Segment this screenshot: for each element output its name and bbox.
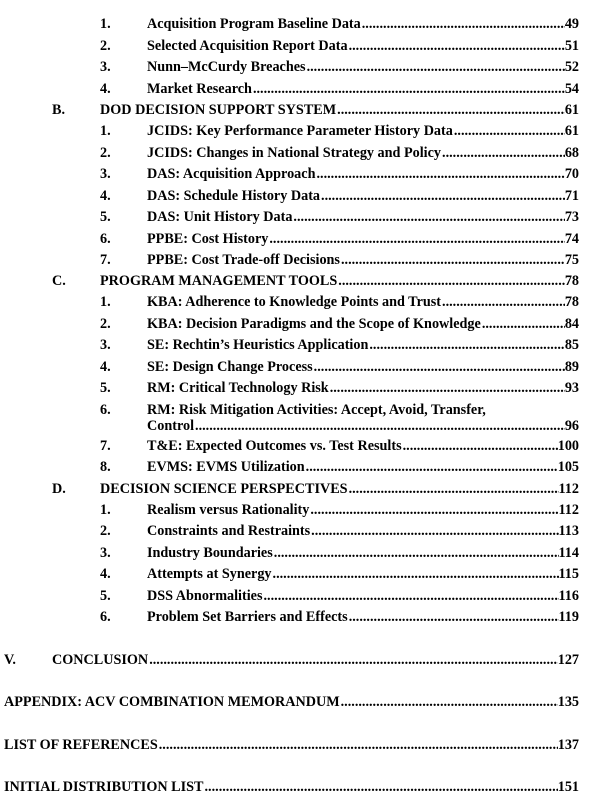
entry-title[interactable]: T&E: Expected Outcomes vs. Test Results — [147, 438, 402, 454]
entry-page-number: 78 — [564, 294, 579, 310]
dot-leader — [362, 15, 565, 33]
dot-leader — [149, 651, 558, 669]
entry-page-number: 137 — [557, 737, 579, 753]
section-letter: C. — [52, 273, 66, 289]
entry-page-number: 70 — [564, 166, 579, 182]
entry-page-number: 112 — [558, 481, 579, 497]
dot-leader — [205, 778, 558, 796]
entry-page-number: 89 — [564, 359, 579, 375]
entry-number: 5. — [100, 209, 111, 225]
entry-page-number: 100 — [557, 438, 579, 454]
entry-page-number: 74 — [564, 231, 579, 247]
dot-leader — [310, 501, 558, 519]
entry-title[interactable]: SE: Design Change Process — [147, 359, 313, 375]
entry-number: 6. — [100, 609, 111, 625]
entry-number: 5. — [100, 588, 111, 604]
entry-number: 3. — [100, 545, 111, 561]
dot-leader — [274, 544, 559, 562]
entry-title[interactable]: KBA: Decision Paradigms and the Scope of Knowledge — [147, 316, 481, 332]
entry-title-continuation[interactable]: Control — [147, 418, 195, 434]
entry-number: 7. — [100, 252, 111, 268]
entry-number: 1. — [100, 16, 111, 32]
dot-leader — [159, 736, 558, 754]
section-letter: B. — [52, 102, 66, 118]
dot-leader — [442, 144, 565, 162]
entry-title[interactable]: Acquisition Program Baseline Data — [147, 16, 361, 32]
entry-page-number: 105 — [557, 459, 579, 475]
entry-page-number: 78 — [564, 273, 579, 289]
entry-page-number: 51 — [564, 38, 579, 54]
entry-number: 2. — [100, 38, 111, 54]
entry-page-number: 116 — [558, 588, 579, 604]
dot-leader — [321, 187, 565, 205]
dot-leader — [314, 358, 565, 376]
entry-page-number: 112 — [558, 502, 579, 518]
entry-title[interactable]: PPBE: Cost Trade-off Decisions — [147, 252, 340, 268]
entry-title[interactable]: Problem Set Barriers and Effects — [147, 609, 348, 625]
entry-title[interactable]: DAS: Schedule History Data — [147, 188, 321, 204]
entry-page-number: 85 — [564, 337, 579, 353]
entry-page-number: 114 — [558, 545, 579, 561]
section-title[interactable]: DOD DECISION SUPPORT SYSTEM — [100, 102, 337, 118]
entry-page-number: 135 — [557, 694, 579, 710]
dot-leader — [293, 208, 564, 226]
entry-number: 2. — [100, 145, 111, 161]
entry-page-number: 93 — [564, 380, 579, 396]
dot-leader — [442, 293, 565, 311]
entry-title[interactable]: PPBE: Cost History — [147, 231, 269, 247]
entry-number: 2. — [100, 316, 111, 332]
entry-number: 5. — [100, 380, 111, 396]
dot-leader — [264, 587, 559, 605]
entry-number: 1. — [100, 502, 111, 518]
dot-leader — [482, 315, 565, 333]
dot-leader — [195, 417, 565, 435]
chapter-numeral: V. — [4, 652, 16, 668]
section-letter: D. — [52, 481, 66, 497]
entry-page-number: 113 — [558, 523, 579, 539]
dot-leader — [306, 458, 558, 476]
entry-number: 1. — [100, 123, 111, 139]
entry-title[interactable]: Industry Boundaries — [147, 545, 273, 561]
entry-page-number: 119 — [558, 609, 579, 625]
entry-number: 3. — [100, 59, 111, 75]
dot-leader — [349, 480, 559, 498]
section-title[interactable]: PROGRAM MANAGEMENT TOOLS — [100, 273, 338, 289]
dot-leader — [253, 80, 565, 98]
entry-title[interactable]: DAS: Acquisition Approach — [147, 166, 316, 182]
dot-leader — [307, 58, 565, 76]
entry-number: 4. — [100, 566, 111, 582]
entry-number: 8. — [100, 459, 111, 475]
references-title[interactable]: LIST OF REFERENCES — [4, 737, 158, 753]
dot-leader — [273, 565, 559, 583]
entry-page-number: 115 — [558, 566, 579, 582]
entry-number: 3. — [100, 337, 111, 353]
entry-page-number: 84 — [564, 316, 579, 332]
appendix-title[interactable]: APPENDIX: ACV COMBINATION MEMORANDUM — [4, 694, 340, 710]
dot-leader — [330, 379, 565, 397]
entry-title[interactable]: Selected Acquisition Report Data — [147, 38, 348, 54]
dot-leader — [341, 693, 558, 711]
entry-page-number: 73 — [564, 209, 579, 225]
entry-page-number: 96 — [564, 418, 579, 434]
entry-number: 4. — [100, 81, 111, 97]
entry-number: 3. — [100, 166, 111, 182]
entry-title[interactable]: Constraints and Restraints — [147, 523, 311, 539]
dot-leader — [316, 165, 564, 183]
entry-page-number: 52 — [564, 59, 579, 75]
entry-title[interactable]: SE: Rechtin’s Heuristics Application — [147, 337, 369, 353]
dot-leader — [338, 272, 565, 290]
entry-title[interactable]: DSS Abnormalities — [147, 588, 263, 604]
dot-leader — [337, 101, 565, 119]
entry-title[interactable]: KBA: Adherence to Knowledge Points and Trust — [147, 294, 442, 310]
dot-leader — [454, 122, 565, 140]
entry-page-number: 61 — [564, 123, 579, 139]
dot-leader — [349, 608, 559, 626]
dot-leader — [311, 522, 558, 540]
section-title[interactable]: DECISION SCIENCE PERSPECTIVES — [100, 481, 348, 497]
entry-title[interactable]: RM: Risk Mitigation Activities: Accept, Avoid, Transfer, — [147, 402, 486, 418]
entry-page-number: 75 — [564, 252, 579, 268]
entry-title[interactable]: RM: Critical Technology Risk — [147, 380, 329, 396]
entry-number: 6. — [100, 402, 111, 418]
entry-page-number: 49 — [564, 16, 579, 32]
entry-title[interactable]: Nunn–McCurdy Breaches — [147, 59, 306, 75]
entry-number: 7. — [100, 438, 111, 454]
entry-number: 4. — [100, 359, 111, 375]
chapter-title[interactable]: CONCLUSION — [52, 652, 149, 668]
dot-leader — [403, 437, 558, 455]
entry-title[interactable]: JCIDS: Changes in National Strategy and Policy — [147, 145, 442, 161]
dot-leader — [369, 336, 564, 354]
entry-page-number: 54 — [564, 81, 579, 97]
entry-title[interactable]: DAS: Unit History Data — [147, 209, 293, 225]
entry-title[interactable]: Realism versus Rationality — [147, 502, 310, 518]
entry-number: 6. — [100, 231, 111, 247]
entry-title[interactable]: JCIDS: Key Performance Parameter History Data — [147, 123, 453, 139]
entry-number: 4. — [100, 188, 111, 204]
entry-page-number: 151 — [557, 779, 579, 795]
dot-leader — [349, 37, 565, 55]
entry-number: 2. — [100, 523, 111, 539]
entry-page-number: 68 — [564, 145, 579, 161]
entry-page-number: 127 — [557, 652, 579, 668]
entry-number: 1. — [100, 294, 111, 310]
distribution-list-title[interactable]: INITIAL DISTRIBUTION LIST — [4, 779, 204, 795]
entry-page-number: 61 — [564, 102, 579, 118]
dot-leader — [341, 251, 565, 269]
dot-leader — [269, 230, 564, 248]
entry-title[interactable]: Market Research — [147, 81, 252, 97]
entry-page-number: 71 — [564, 188, 579, 204]
entry-title[interactable]: EVMS: EVMS Utilization — [147, 459, 305, 475]
entry-title[interactable]: Attempts at Synergy — [147, 566, 272, 582]
